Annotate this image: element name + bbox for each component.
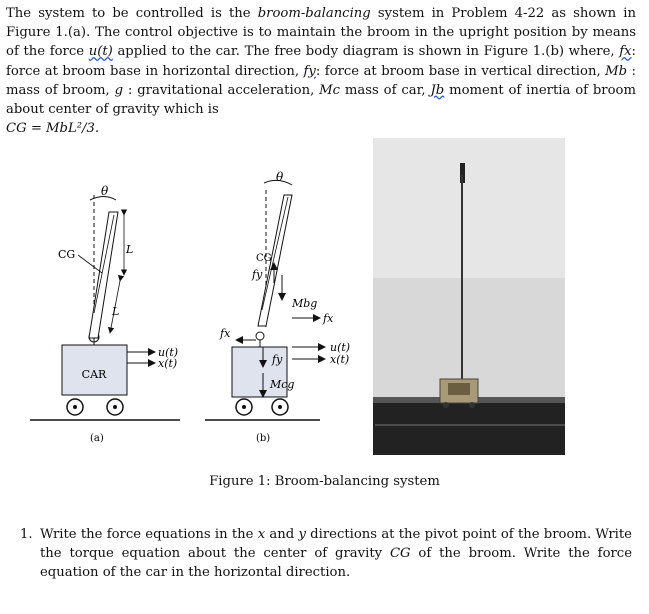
- mcg-label: Mcg: [270, 378, 295, 391]
- length-label-top: L: [126, 243, 134, 256]
- length-label-bottom: L: [112, 305, 120, 318]
- question-number: 1.: [20, 527, 33, 542]
- force-symbol: u(t): [88, 44, 113, 60]
- mbg-label: Mbg: [292, 297, 318, 310]
- fy-top-label: fy: [252, 268, 263, 281]
- u-label-b: u(t): [330, 341, 351, 354]
- cg-label-b: CG: [256, 253, 272, 264]
- car-wheel-b: [236, 399, 252, 415]
- car-label: CAR: [81, 368, 107, 381]
- caption-a: (a): [90, 433, 104, 444]
- broom-a: [89, 212, 118, 338]
- cg-label-a: CG: [58, 248, 76, 261]
- theta-label-b: θ: [276, 170, 284, 184]
- theta-label-a: θ: [101, 184, 109, 198]
- u-label-a: u(t): [158, 346, 179, 359]
- fx-left-label: fx: [220, 327, 231, 340]
- problem-statement: The system to be controlled is the broom-balancing system in Problem 4-22 as shown in Figure 1.(a). The control objective is to maintain the broom in the upright position by means of the force u(t) applied to the car. The free body diagram is shown in Figure 1.(b) where, fx: force at broom base in horizontal direction, fy: force at broom base in vertical direction, Mb : mass of broom, g : gravitational acceleration, Mc mass of car, Jb moment of inertia of broom about center of gravity which is CG = MbL²/3.: [6, 6, 636, 137]
- caption-b: (b): [256, 433, 271, 444]
- car-wheel-b: [272, 399, 288, 415]
- fy-bottom-label: fy: [272, 353, 283, 366]
- pivot-b: [256, 332, 264, 340]
- car-wheel: [107, 399, 123, 415]
- diagram-a: [30, 184, 180, 444]
- x-label-a: x(t): [158, 357, 178, 370]
- broom-balancing-figure: [30, 135, 570, 455]
- figure-caption: Figure 1: Broom-balancing system: [209, 474, 440, 489]
- cg-formula: CG = MbL²/3.: [6, 121, 100, 137]
- diagram-b: [205, 170, 350, 444]
- apparatus-photo: [373, 138, 565, 455]
- question-text: Write the force equations in the x and y directions at the pivot point of the broom. Write the torque equation about the center of gravity CG of the broom. Write the force equation of the car in the horizontal direction.: [40, 527, 632, 580]
- track-rail: [373, 402, 565, 455]
- question-1: [20, 525, 632, 582]
- x-label-b: x(t): [330, 353, 350, 366]
- fx-right-label: fx: [323, 312, 334, 325]
- car-wheel: [67, 399, 83, 415]
